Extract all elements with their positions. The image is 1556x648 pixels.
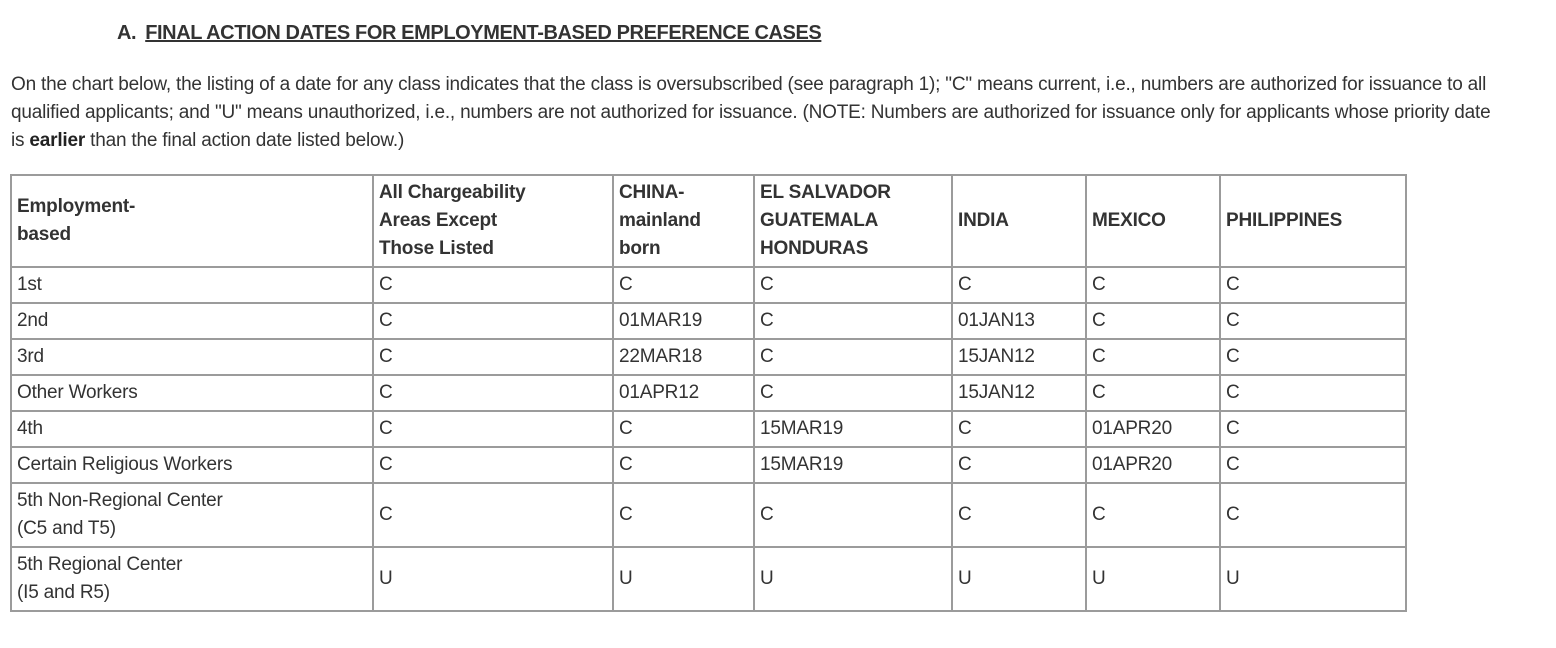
table-cell: C	[1086, 339, 1220, 375]
table-cell: C	[373, 447, 613, 483]
table-cell: 15JAN12	[952, 375, 1086, 411]
table-cell: U	[952, 547, 1086, 611]
table-cell: C	[373, 303, 613, 339]
table-cell: C	[613, 267, 754, 303]
table-cell: C	[373, 375, 613, 411]
column-header-employment-based: Employment- based	[11, 175, 373, 267]
table-cell: 01APR20	[1086, 447, 1220, 483]
column-header-china: CHINA- mainland born	[613, 175, 754, 267]
table-cell: C	[952, 411, 1086, 447]
table-cell: C	[613, 483, 754, 547]
table-cell: C	[373, 483, 613, 547]
table-row	[11, 375, 1406, 411]
column-header-mexico: MEXICO	[1086, 175, 1220, 267]
table-cell: 15MAR19	[754, 447, 952, 483]
table-cell: C	[754, 303, 952, 339]
table-cell: C	[952, 267, 1086, 303]
table-cell: C	[1220, 483, 1406, 547]
final-action-dates-table	[10, 174, 1407, 612]
table-row	[11, 547, 1406, 611]
table-row	[11, 483, 1406, 547]
table-cell: C	[373, 267, 613, 303]
table-cell: C	[373, 411, 613, 447]
table-cell: U	[754, 547, 952, 611]
column-header-india: INDIA	[952, 175, 1086, 267]
table-cell: C	[1220, 303, 1406, 339]
row-label-religious-workers: Certain Religious Workers	[11, 447, 373, 483]
table-cell: U	[1086, 547, 1220, 611]
intro-text-before: On the chart below, the listing of a date for any class indicates that the class is oversubscribed (see paragraph 1); "C" means current, i.e., numbers are authorized for issuance to all qualified applicants; and "U" means unauthorized, i.e., numbers are not authorized for issuance. (NOTE: Numbers are authorized for issuance only for applicants whose priority date is	[11, 74, 1491, 151]
table-row	[11, 303, 1406, 339]
table-cell: 15JAN12	[952, 339, 1086, 375]
table-cell: C	[754, 483, 952, 547]
table-cell: 01JAN13	[952, 303, 1086, 339]
row-label-5th-non-regional: 5th Non-Regional Center (C5 and T5)	[11, 483, 373, 547]
column-header-all-chargeability: All Chargeability Areas Except Those Listed	[373, 175, 613, 267]
table-header-row	[11, 175, 1406, 267]
table-row	[11, 267, 1406, 303]
table-cell: C	[613, 447, 754, 483]
table-cell: C	[373, 339, 613, 375]
table-cell: C	[754, 375, 952, 411]
column-header-el-salvador: EL SALVADOR GUATEMALA HONDURAS	[754, 175, 952, 267]
row-label-5th-regional: 5th Regional Center (I5 and R5)	[11, 547, 373, 611]
table-cell: C	[1086, 267, 1220, 303]
table-cell: 01APR12	[613, 375, 754, 411]
section-heading	[117, 22, 821, 45]
table-cell: C	[1086, 375, 1220, 411]
table-cell: U	[1220, 547, 1406, 611]
table-cell: C	[613, 411, 754, 447]
table-cell: C	[1220, 267, 1406, 303]
table-row	[11, 447, 1406, 483]
row-label-3rd: 3rd	[11, 339, 373, 375]
table-cell: C	[754, 267, 952, 303]
intro-paragraph	[11, 71, 1501, 155]
row-label-4th: 4th	[11, 411, 373, 447]
table-cell: C	[952, 447, 1086, 483]
table-cell: 01MAR19	[613, 303, 754, 339]
table-row	[11, 411, 1406, 447]
table-cell: C	[1220, 375, 1406, 411]
table-cell: C	[1220, 411, 1406, 447]
table-cell: 22MAR18	[613, 339, 754, 375]
table-cell: C	[754, 339, 952, 375]
intro-emphasis: earlier	[29, 130, 86, 151]
intro-text-after: than the final action date listed below.)	[85, 130, 405, 151]
section-title: FINAL ACTION DATES FOR EMPLOYMENT-BASED PREFERENCE CASES	[145, 22, 822, 44]
table-cell: C	[1086, 303, 1220, 339]
table-cell: C	[952, 483, 1086, 547]
section-label: A.	[117, 22, 137, 44]
table-cell: U	[373, 547, 613, 611]
row-label-other-workers: Other Workers	[11, 375, 373, 411]
table-cell: C	[1220, 339, 1406, 375]
table-cell: U	[613, 547, 754, 611]
row-label-1st: 1st	[11, 267, 373, 303]
table-cell: C	[1086, 483, 1220, 547]
table-cell: 01APR20	[1086, 411, 1220, 447]
row-label-2nd: 2nd	[11, 303, 373, 339]
table-row	[11, 339, 1406, 375]
table-cell: 15MAR19	[754, 411, 952, 447]
column-header-philippines: PHILIPPINES	[1220, 175, 1406, 267]
table-cell: C	[1220, 447, 1406, 483]
